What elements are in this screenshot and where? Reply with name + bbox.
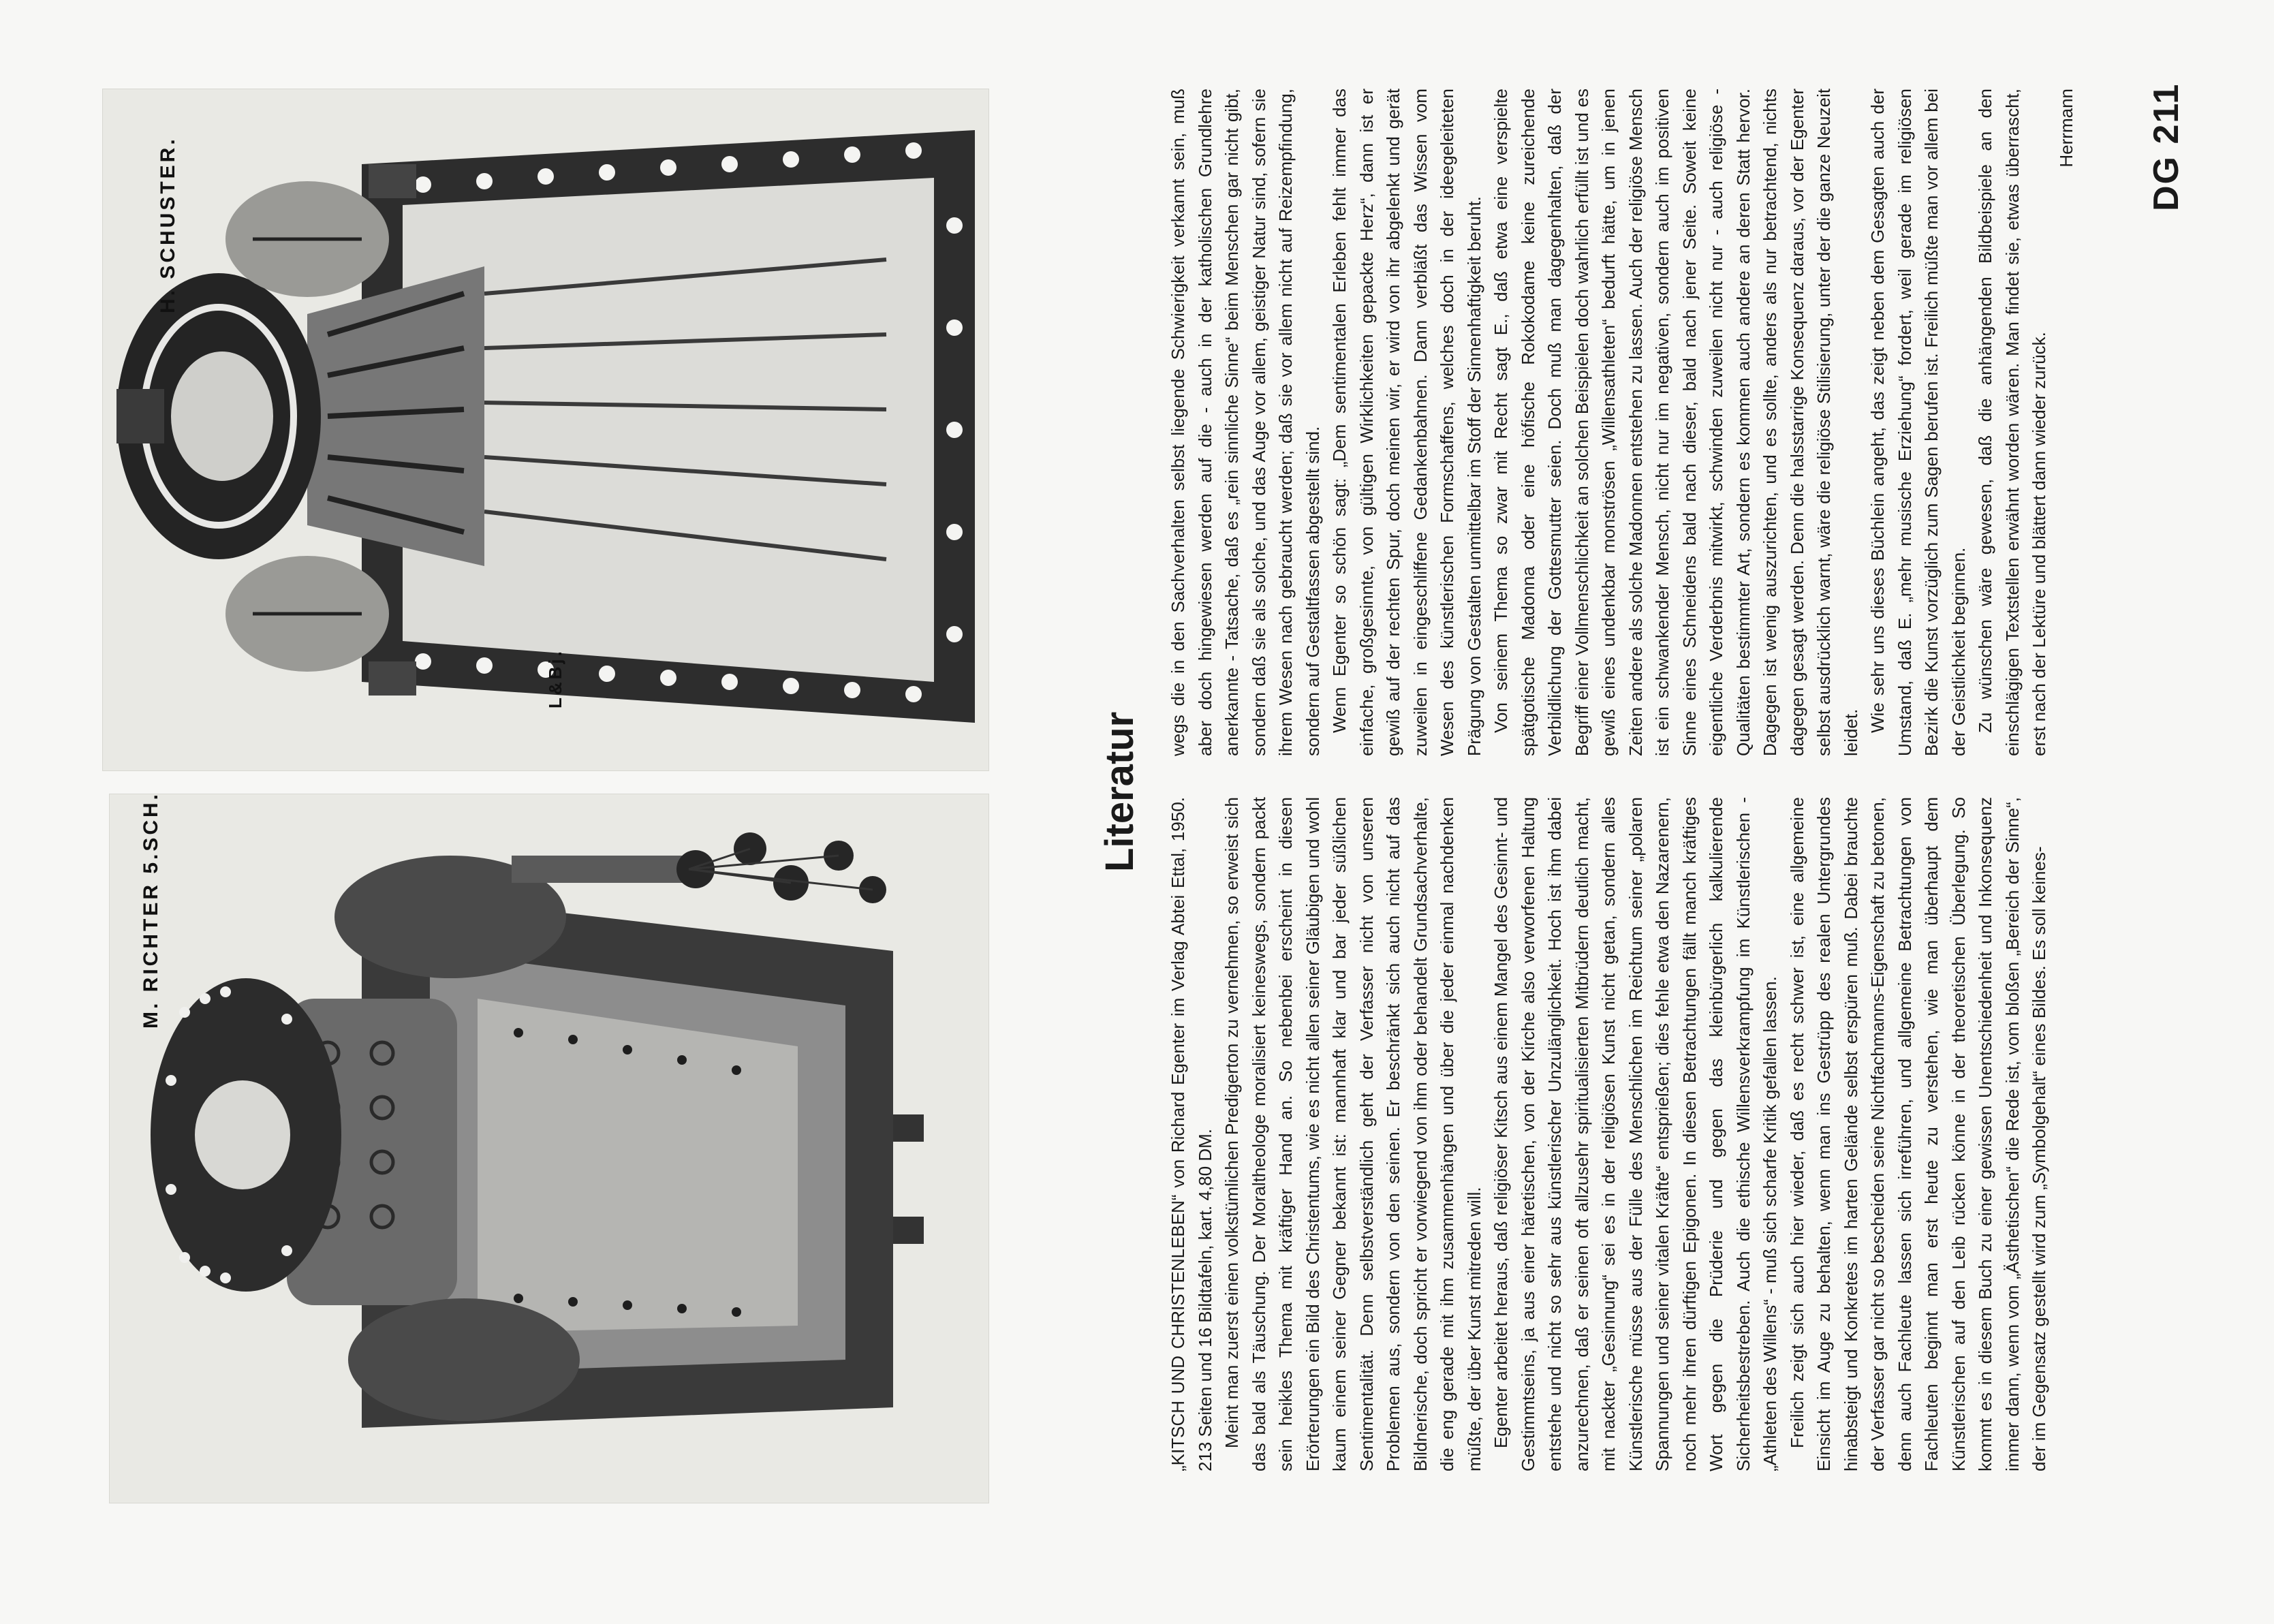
text-column-right [1165,89,2139,756]
paragraph: Meint man zuerst einen volkstümlichen Predigerton zu vernehmen, so erweist sich das bald als Täuschung. Der Moraltheologe moralisiert keineswegs, sondern packt sein heikles Thema mit kräftiger Hand an. So nebenbei erscheint in diesen Erörterungen ein Bild des Christentums, wie es nicht allen seiner Gläubigen und wohl kaum einem seiner Gegner bekannt ist: mannhaft klar und bar jeder süßlichen Sentimentalität. Denn selbstverständlich geht der Verfasser nicht von unseren Problemen aus, sondern von den seinen. Er beschränkt sich auch nicht auf das Bildnerische, doch spricht er vorwiegend von ihm oder behandelt Grundsachverhalte, die eng gerade mit ihm zusammenhängen und über die jeder einmal nachdenken müßte, der über Kunst mitreden will. [1221,797,1484,1471]
right-drawing-signature: L&Bj. [545,649,565,708]
paragraph: „KITSCH UND CHRISTENLEBEN“ von Richard Egenter im Verlag Abtei Ettal, 1950. 213 Seiten und 16 Bildtafeln, kart. 4,80 DM. [1168,797,1215,1471]
paragraph: Zu wünschen wäre gewesen, daß die anhängenden Bildbeispiele an den einschlägigen Textstellen erwähnt worden wären. Man findet sie, etwas überrascht, erst nach der Lektüre und blättert dann wieder zurück. [1975,89,2049,756]
page-number: DG 211 [2147,82,2186,211]
paragraph: Egenter arbeitet heraus, daß religiöser Kitsch aus einem Mangel des Gesinnt- und Gestimmtseins, ja aus einer häretischen, von der Kirche also verworfenen Haltung entstehe und nicht so sehr aus künstlerischer Unzulänglichkeit. Hoch ist ihm dabei anzurechnen, daß er seinen oft allzusehr spiritualisierten Mitbrüdern deutlich macht, mit nackter „Gesinnung“ sei es in der religiösen Kunst nicht getan, sondern alles Künstlerische müsse aus der Fülle des Menschlichen im Reichtum seiner „polaren Spannungen und seiner vitalen Kräfte“ entsprießen; dies fehle etwa den Nazarenern, noch mehr ihren dürftigen Epigonen. In diesen Betrachtungen fällt manch kräftiges Wort gegen die Prüderie und gegen das kleinbürgerlich kalkulierende Sicherheitsbestreben. Auch die ethische Willensverkrampfung im Künstlerischen - „Athleten des Willens“ - muß sich scharfe Kritik gefallen lassen. [1491,797,1780,1471]
drawing-girl-with-flowers [109,791,989,1503]
author-signature: Herrmann [2055,89,2076,168]
paragraph: Freilich zeigt sich auch hier wieder, daß es recht schwer ist, eine allgemeine Einsicht im Auge zu behalten, wenn man ins Gestrüpp des realen Untergrundes hinabsteigt und Konkretes im harten Gelände selbst erspüren muß. Dabei brauchte der Verfasser gar nicht so bescheiden seine Nichtfachmanns-Eigenschaft zu betonen, denn auch Fachleute lassen sich irreführen, und allgemeine Betrachtungen von Fachleuten beginnt man erst heute zu verstehen, wie man überhaupt dem Künstlerischen auf den Leib rücken könne in der theoretischen Überlegung. So kommt es in diesem Buch zu einer gewissen Unentschiedenheit und Inkonsequenz immer dann, wenn vom „Ästhetischen“ die Rede ist, vom bloßen „Bereich der Sinne“, der im Gegensatz gestellt wird zum „Symbolgehalt“ eines Bildes. Es soll keines- [1786,797,2049,1471]
section-heading: Literatur [1097,711,1142,872]
paragraph: Wenn Egenter so schön sagt: „Dem sentimentalen Erleben fehlt immer das einfache, großgesinnte, von gültigen Wirklichkeiten gepackte Herz“, dann ist er gewiß auf der rechten Spur, doch meinen wir, er wird von ihr abgelenkt und gerät zuweilen in eingeschliffene Gedankenbahnen. Dann verbläßt das Wissen vom Wesen des künstlerischen Formschaffens, welches doch in der ideegeleiteten Prägung von Gestalten unmittelbar im Stoff der Sinnenhaftigkeit beruht. [1329,89,1484,756]
left-drawing-caption: M. RICHTER 5.SCH. [140,791,162,1029]
right-drawing-caption: H. SCHUSTER. [157,136,179,313]
paragraph: Von seinem Thema so zwar mit Recht sagt E., daß etwa eine verspielte spätgotische Madonna oder eine höfische Rokokodame keine zureichende Verbildlichung der Gottesmutter seien. Doch muß man dagegenhalten, daß der Begriff einer Vollmenschlichkeit an solchen Beispielen doch wahrlich erfüllt ist und es gewiß eines undenkbar monströsen „Willensathleten“ bedurft hätte, um in jenen Zeiten andere als solche Madonnen entstehen zu lassen. Auch der religiöse Mensch ist ein schwankender Mensch, nicht nur im negativen, sondern auch im positiven Sinne eines Schneidens bald nach dieser, bald nach jener Seite. Soweit keine eigentliche Verderbnis mitwirkt, schwinden zuweilen nicht nur - auch religiöse - Qualitäten bestimmter Art, sondern es kommen auch andere an deren Statt hervor. Dagegen ist wenig auszurichten, und es sollte, anders als nur betrachtend, nichts dagegen gesagt werden. Denn die halsstarrige Konsequenz daraus, vor der Egenter selbst ausdrücklich warnt, wäre die religiöse Stilisierung, unter der die ganze Neuzeit leidet. [1491,89,1861,756]
paragraph: Wie sehr uns dieses Büchlein angeht, das zeigt neben dem Gesagten auch der Umstand, daß E. „mehr musische Erziehung“ fordert, weil gerade im religiösen Bezirk die Kunst vorzüglich zum Sagen berufen ist. Freilich müßte man vor allem bei der Geistlichkeit beginnen. [1867,89,1969,756]
paragraph: wegs die in den Sachverhalten selbst liegende Schwierigkeit verkannt sein, muß aber doch hingewiesen werden auf die - auch in der katholischen Grundlehre anerkannte - Tatsache, daß es „rein sinnliche Sinne“ beim Menschen gar nicht gibt, sondern daß sie als solche, und das Auge vor allem, geistiger Natur sind, sofern sie ihrem Wesen nach gebraucht werden; daß sie vor allem nicht auf Reizempfindung, sondern auf Gestaltfassen abgestellt sind. [1168,89,1323,756]
text-column-left [1165,797,2139,1471]
girl-figure-illustration [110,791,988,1503]
